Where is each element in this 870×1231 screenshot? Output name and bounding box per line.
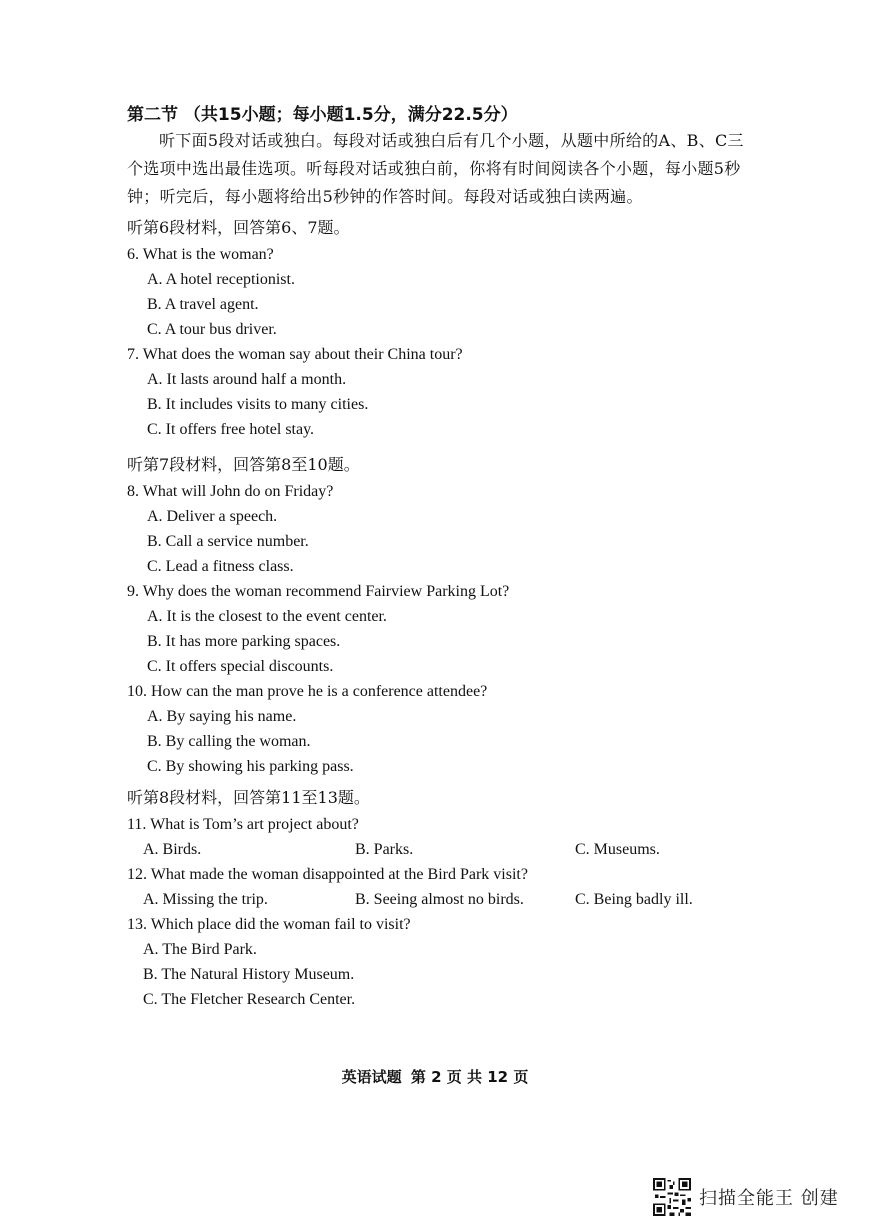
material-heading: 听第7段材料，回答第8至10题。 xyxy=(127,455,360,474)
option-10a: A. By saying his name. xyxy=(147,708,297,725)
section-instructions: 听下面5段对话或独白。每段对话或独白后有几个小题，从题中所给的A、B、C三个选项中选出最佳选项。听每段对话或独白前，你将有时间阅读各个小题，每小题5秒钟；听完后，每小题将给出5秒钟的作答时间。每段对话或独白读两遍。 xyxy=(127,131,744,206)
option-12b: B. Seeing almost no birds. xyxy=(355,891,524,908)
question-9: 9. Why does the woman recommend Fairview Parking Lot? xyxy=(127,583,510,600)
option-11b: B. Parks. xyxy=(355,841,414,858)
option-9a: A. It is the closest to the event center. xyxy=(147,608,387,625)
option-13a: A. The Bird Park. xyxy=(143,941,257,958)
option-6a: A. A hotel receptionist. xyxy=(147,271,295,288)
section-title: 第二节 （共15小题；每小题1.5分，满分22.5分） xyxy=(127,105,518,125)
option-12c: C. Being badly ill. xyxy=(575,891,693,908)
option-6b: B. A travel agent. xyxy=(147,296,259,313)
option-7b: B. It includes visits to many cities. xyxy=(147,396,369,413)
qr-code-icon xyxy=(653,1178,691,1216)
material-heading: 听第6段材料，回答第6、7题。 xyxy=(127,218,350,237)
option-12a: A. Missing the trip. xyxy=(143,891,268,908)
material-group-7 xyxy=(127,451,767,779)
option-7c: C. It offers free hotel stay. xyxy=(147,421,315,438)
options-row-11 xyxy=(127,837,767,862)
option-6c: C. A tour bus driver. xyxy=(147,321,277,338)
question-8: 8. What will John do on Friday? xyxy=(127,483,334,500)
question-11: 11. What is Tom’s art project about? xyxy=(127,816,359,833)
option-11c: C. Museums. xyxy=(575,841,660,858)
question-7: 7. What does the woman say about their China tour? xyxy=(127,346,463,363)
option-13c: C. The Fletcher Research Center. xyxy=(143,991,356,1008)
page-footer xyxy=(0,1066,870,1087)
question-10: 10. How can the man prove he is a conference attendee? xyxy=(127,683,488,700)
scanner-watermark xyxy=(653,1177,839,1217)
option-13b: B. The Natural History Museum. xyxy=(143,966,355,983)
option-10b: B. By calling the woman. xyxy=(147,733,311,750)
option-10c: C. By showing his parking pass. xyxy=(147,758,354,775)
material-group-6 xyxy=(127,214,767,442)
material-heading: 听第8段材料，回答第11至13题。 xyxy=(127,788,370,807)
option-8b: B. Call a service number. xyxy=(147,533,309,550)
question-13: 13. Which place did the woman fail to visit? xyxy=(127,916,411,933)
options-row-12 xyxy=(127,887,767,912)
option-8c: C. Lead a fitness class. xyxy=(147,558,294,575)
question-6: 6. What is the woman? xyxy=(127,246,274,263)
option-9c: C. It offers special discounts. xyxy=(147,658,334,675)
option-7a: A. It lasts around half a month. xyxy=(147,371,347,388)
watermark-text: 扫描全能王 创建 xyxy=(699,1188,839,1209)
footer-subject: 英语试题 xyxy=(341,1068,402,1086)
footer-page-number: 第 2 页 共 12 页 xyxy=(410,1068,529,1086)
question-12: 12. What made the woman disappointed at the Bird Park visit? xyxy=(127,866,528,883)
option-11a: A. Birds. xyxy=(143,841,202,858)
option-9b: B. It has more parking spaces. xyxy=(147,633,341,650)
material-group-8 xyxy=(127,784,767,1012)
option-8a: A. Deliver a speech. xyxy=(147,508,278,525)
